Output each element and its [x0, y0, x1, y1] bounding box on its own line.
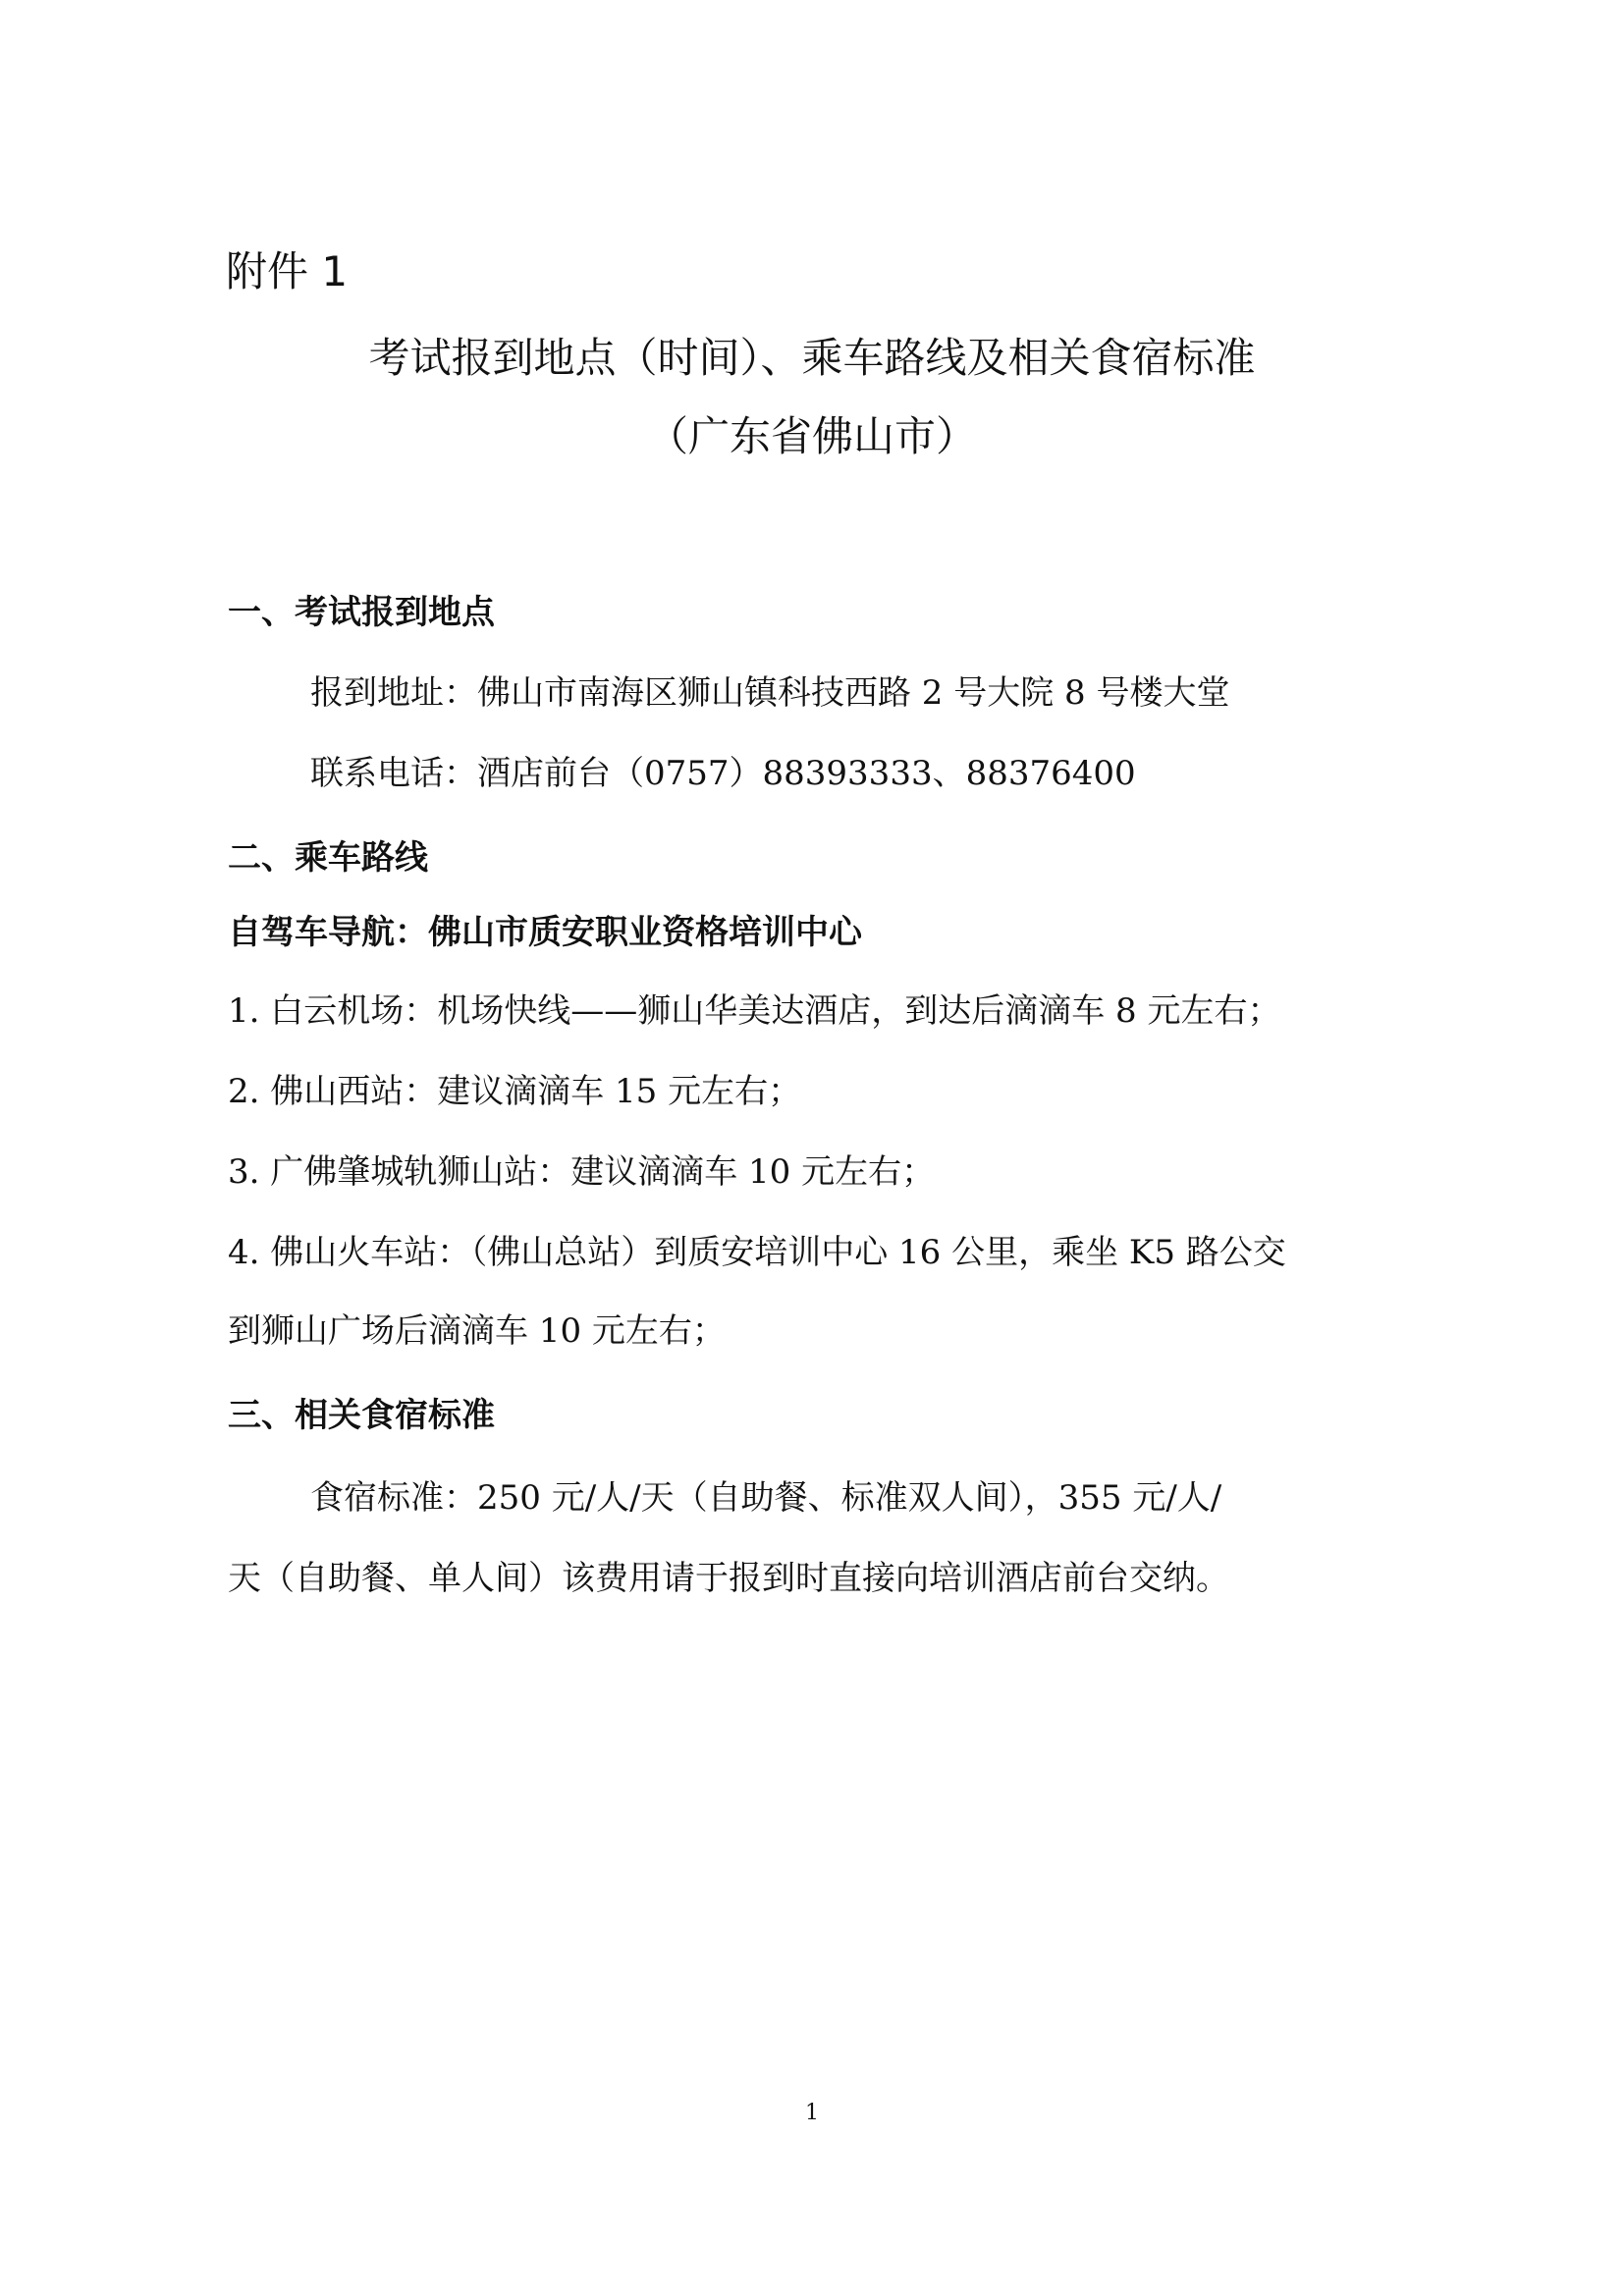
section-heading-accommodation: 三、相关食宿标准: [228, 1396, 495, 1435]
route-item: 4. 佛山火车站：（佛山总站）到质安培训中心 16 公里，乘坐 K5 路公交: [228, 1233, 1286, 1272]
section-heading-location: 一、考试报到地点: [228, 593, 495, 632]
accommodation-standard-continuation: 天（自助餐、单人间）该费用请于报到时直接向培训酒店前台交纳。: [228, 1559, 1229, 1598]
route-item: 2. 佛山西站：建议滴滴车 15 元左右；: [228, 1072, 802, 1111]
contact-phone: 联系电话：酒店前台（0757）88393333、88376400: [310, 754, 1136, 793]
report-address: 报到地址：佛山市南海区狮山镇科技西路 2 号大院 8 号楼大堂: [310, 673, 1230, 713]
document-title: 考试报到地点（时间）、乘车路线及相关食宿标准: [368, 334, 1256, 382]
accommodation-standard: 食宿标准：250 元/人/天（自助餐、标准双人间），355 元/人/: [310, 1478, 1222, 1518]
document-subtitle: （广东省佛山市）: [646, 412, 977, 460]
driving-navigation: 自驾车导航：佛山市质安职业资格培训中心: [228, 913, 862, 952]
route-item: 3. 广佛肇城轨狮山站：建议滴滴车 10 元左右；: [228, 1152, 936, 1192]
page-number: 1: [805, 2101, 819, 2125]
route-item-continuation: 到狮山广场后滴滴车 10 元左右；: [228, 1311, 726, 1351]
route-item: 1. 白云机场：机场快线——狮山华美达酒店，到达后滴滴车 8 元左右；: [228, 991, 1281, 1031]
attachment-label: 附件 1: [226, 247, 349, 295]
section-heading-routes: 二、乘车路线: [228, 838, 428, 878]
